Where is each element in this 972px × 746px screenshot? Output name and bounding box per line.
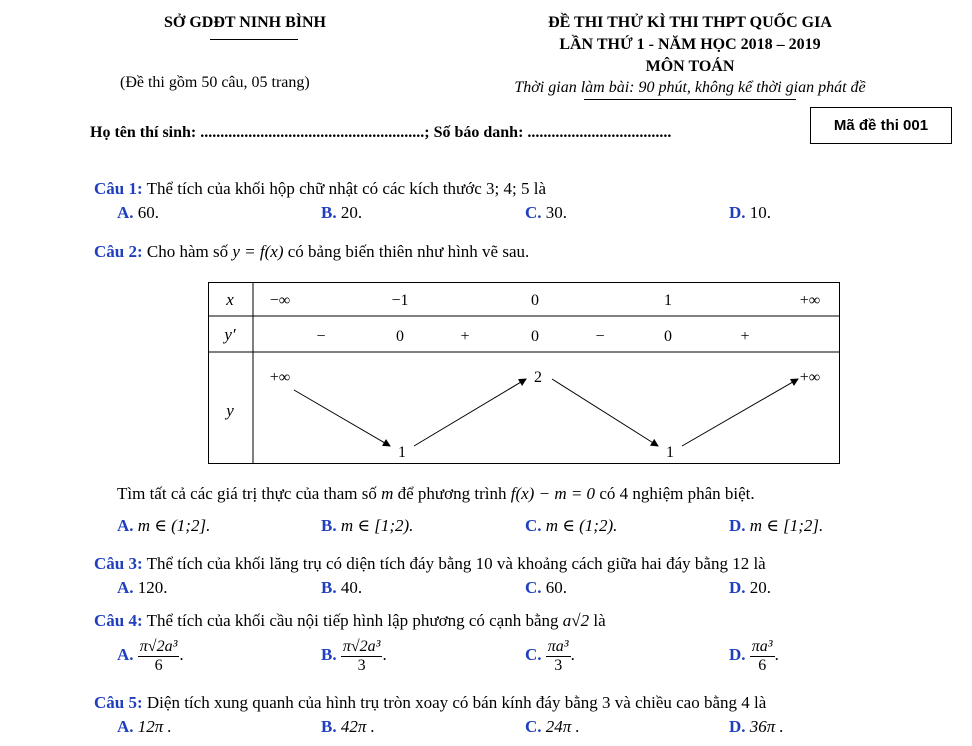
question-2-prompt-pre: Tìm tất cả các giá trị thực của tham số — [117, 484, 377, 503]
department-name: SỞ GDĐT NINH BÌNH — [164, 14, 326, 31]
question-3-label: Câu 3: — [94, 554, 143, 573]
yprime-zero-3: 0 — [664, 328, 672, 345]
yprime-sign-4: + — [740, 328, 750, 345]
question-2-prompt — [117, 484, 755, 504]
yprime-sign-2: + — [460, 328, 470, 345]
option-value: 60. — [137, 203, 160, 222]
option-letter: A. — [117, 578, 134, 597]
y-value-min-left: 1 — [398, 444, 406, 461]
option-fraction — [546, 638, 571, 674]
x-value-neg-inf: −∞ — [269, 292, 291, 309]
option-letter: B. — [321, 516, 337, 535]
question-5 — [94, 693, 766, 713]
fraction-numerator: πa³ — [547, 638, 569, 655]
option-letter: D. — [729, 203, 746, 222]
q1-option-d — [729, 203, 771, 223]
question-2-text-pre: Cho hàm số — [146, 242, 229, 261]
arrow-decreasing-2 — [552, 379, 658, 446]
y-value-pos-inf-right: +∞ — [799, 369, 821, 386]
exam-round: LẦN THỨ 1 - NĂM HỌC 2018 – 2019 — [559, 36, 821, 53]
x-value-pos-inf: +∞ — [799, 292, 821, 309]
option-value: m ∈ (1;2]. — [137, 516, 211, 535]
exam-code-box: Mã đề thi 001 — [810, 107, 952, 144]
option-letter: D. — [729, 578, 746, 597]
option-letter: C. — [525, 645, 542, 664]
q3-option-b — [321, 578, 362, 598]
option-value: 60. — [545, 578, 568, 597]
q2-option-c — [525, 516, 617, 536]
option-value: 30. — [545, 203, 568, 222]
question-2-prompt-eq: f(x) − m = 0 — [510, 484, 596, 503]
y-value-pos-inf-left: +∞ — [269, 369, 291, 386]
option-letter: B. — [321, 203, 337, 222]
question-4 — [94, 611, 606, 631]
question-4-text-post: là — [593, 611, 606, 630]
department-underline — [210, 39, 298, 40]
yprime-sign-1: − — [316, 328, 326, 345]
option-fraction — [341, 638, 383, 674]
question-2-prompt-var: m — [381, 484, 394, 503]
question-2-text-post: có bảng biến thiên như hình vẽ sau. — [287, 242, 530, 261]
student-info-line — [90, 124, 671, 142]
question-2-formula: y = f(x) — [232, 242, 284, 261]
option-value: 120. — [137, 578, 168, 597]
option-value: 40. — [340, 578, 363, 597]
fraction-denominator: 3 — [554, 656, 563, 674]
q4-option-d: D. $\frac{\text{πa³}}{6}$ . — [729, 638, 779, 674]
variation-table — [208, 282, 840, 464]
question-4-label: Câu 4: — [94, 611, 143, 630]
option-letter: A. — [117, 203, 134, 222]
option-value: 42π . — [340, 717, 375, 736]
pages-note: (Đề thi gồm 50 câu, 05 trang) — [120, 74, 310, 91]
question-4-text: Thể tích của khối cầu nội tiếp hình lập phương có cạnh bằng — [146, 611, 559, 630]
q3-option-a — [117, 578, 168, 598]
option-letter: C. — [525, 578, 542, 597]
student-name-label: Họ tên thí sinh: — [90, 124, 197, 141]
q4-option-b: B. $\frac{\text{π√2a³}}{3}$ . — [321, 638, 387, 674]
option-fraction — [750, 638, 775, 674]
table-border — [209, 283, 840, 464]
question-5-text: Diện tích xung quanh của hình trụ tròn xoay có bán kính đáy bằng 3 và chiều cao bằng 4 là — [146, 693, 767, 712]
option-letter: D. — [729, 516, 746, 535]
y-value-min-right: 1 — [666, 444, 674, 461]
option-value: m ∈ [1;2). — [340, 516, 414, 535]
option-value: m ∈ [1;2]. — [749, 516, 824, 535]
q2-option-d — [729, 516, 823, 536]
question-2-label: Câu 2: — [94, 242, 143, 261]
exam-title: ĐỀ THI THỬ KÌ THI THPT QUỐC GIA — [548, 14, 832, 31]
question-4-edge: a√2 — [562, 611, 590, 630]
student-info-separator: ; — [424, 124, 430, 141]
option-value: 36π . — [749, 717, 784, 736]
x-value-one: 1 — [664, 292, 672, 309]
arrow-increasing-1 — [414, 379, 526, 446]
option-letter: B. — [321, 645, 337, 664]
option-letter: A. — [117, 717, 134, 736]
row-label-yprime: y′ — [224, 325, 236, 344]
option-letter: A. — [117, 516, 134, 535]
yprime-zero-2: 0 — [531, 328, 539, 345]
option-letter: D. — [729, 645, 746, 664]
q5-option-b — [321, 717, 375, 737]
fraction-numerator: π√2a³ — [139, 638, 178, 655]
q5-option-a — [117, 717, 172, 737]
x-value-zero: 0 — [531, 292, 539, 309]
yprime-zero-1: 0 — [396, 328, 404, 345]
student-name-field: ........................................................ — [200, 124, 425, 141]
row-label-x: x — [226, 290, 234, 309]
option-letter: C. — [525, 203, 542, 222]
question-2-prompt-mid: để phương trình — [397, 484, 507, 503]
q4-option-a: A. $\frac{\text{π√2a³}}{6}$ . — [117, 638, 184, 674]
arrow-decreasing-1 — [294, 390, 390, 446]
question-3-text: Thể tích của khối lăng trụ có diện tích đáy bằng 10 và khoảng cách giữa hai đáy bằng 12 là — [146, 554, 766, 573]
x-value-minus-one: −1 — [391, 292, 409, 309]
option-value: m ∈ (1;2). — [545, 516, 618, 535]
option-value: 24π . — [545, 717, 580, 736]
option-value: 20. — [749, 578, 772, 597]
option-value: 12π . — [137, 717, 172, 736]
q3-option-c — [525, 578, 567, 598]
question-5-label: Câu 5: — [94, 693, 143, 712]
fraction-numerator: πa³ — [751, 638, 773, 655]
q2-option-a — [117, 516, 210, 536]
fraction-denominator: 6 — [758, 656, 767, 674]
arrow-increasing-2 — [682, 379, 798, 446]
q5-option-d — [729, 717, 784, 737]
question-1 — [94, 179, 546, 199]
time-underline — [584, 99, 796, 100]
option-letter: D. — [729, 717, 746, 736]
student-id-label: Số báo danh: — [433, 124, 524, 141]
option-letter: C. — [525, 516, 542, 535]
option-value: 20. — [340, 203, 363, 222]
student-id-field: .................................... — [527, 124, 672, 141]
question-1-label: Câu 1: — [94, 179, 143, 198]
question-2-prompt-post: có 4 nghiệm phân biệt. — [599, 484, 755, 503]
q4-option-c: C. $\frac{\text{πa³}}{3}$ . — [525, 638, 575, 674]
variation-table-svg — [208, 282, 840, 464]
exam-time: Thời gian làm bài: 90 phút, không kể thời gian phát đề — [514, 79, 866, 96]
question-2 — [94, 242, 529, 262]
q1-option-a — [117, 203, 159, 223]
option-letter: B. — [321, 717, 337, 736]
q1-option-b — [321, 203, 362, 223]
row-label-y: y — [226, 401, 234, 420]
y-value-max: 2 — [534, 369, 542, 386]
yprime-sign-3: − — [595, 328, 605, 345]
fraction-numerator: π√2a³ — [342, 638, 381, 655]
question-3 — [94, 554, 766, 574]
option-letter: A. — [117, 645, 134, 664]
fraction-denominator: 3 — [357, 656, 366, 674]
q1-option-c — [525, 203, 567, 223]
option-fraction — [138, 638, 180, 674]
option-letter: C. — [525, 717, 542, 736]
q2-option-b — [321, 516, 413, 536]
question-1-text: Thể tích của khối hộp chữ nhật có các kích thước 3; 4; 5 là — [146, 179, 547, 198]
option-value: 10. — [749, 203, 772, 222]
q5-option-c — [525, 717, 580, 737]
exam-subject: MÔN TOÁN — [645, 58, 735, 75]
option-letter: B. — [321, 578, 337, 597]
fraction-denominator: 6 — [154, 656, 163, 674]
q3-option-d — [729, 578, 771, 598]
